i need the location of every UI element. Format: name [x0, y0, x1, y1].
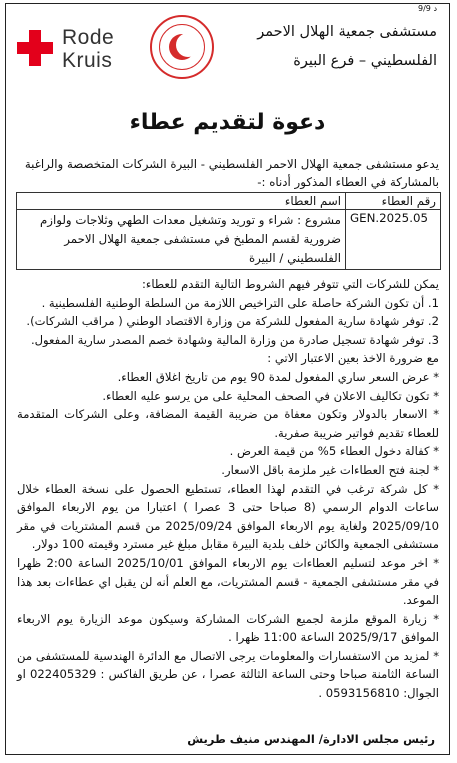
tender-name: مشروع : شراء و توريد وتشغيل معدات الطهي وثلاجات ولوازم ضرورية لقسم المطبخ في مستشفى جمعية الهلال الاحمر الفلسطيني / البيرة: [17, 210, 346, 270]
note-item: * الاسعار بالدولار وتكون معفاة من ضريبة القيمة المضافة، وعلى الشركات المتقدمة للعطاء تقديم فواتير ضريبة صفرية.: [17, 407, 439, 440]
note-item: * زيارة الموقع ملزمة لجميع الشركات المشاركة وسيكون موعد الزيارة يوم الاربعاء الموافق 2025/9/17 الساعة 11:00 ظهرا .: [17, 611, 439, 645]
page-number: 9/9 د: [418, 4, 437, 13]
conditions-lead: يمكن للشركات التي تتوفر فيهم الشروط التالية التقدم للعطاء:: [142, 277, 439, 291]
column-header-name: اسم العطاء: [17, 193, 346, 210]
conditions-section: [17, 275, 439, 703]
rode-kruis-logo: [62, 26, 114, 72]
notice-frame: [5, 3, 450, 755]
crescent-icon: [169, 34, 195, 60]
note-item: * لجنة فتح العطاءات غير ملزمة باقل الاسعار.: [221, 462, 439, 477]
rode-kruis-line-2: Kruis: [62, 49, 113, 72]
red-cross-icon: [17, 30, 53, 66]
condition-item: 1. أن تكون الشركة حاصلة على التراخيص اللازمة من السلطة الوطنية الفلسطينية .: [41, 295, 439, 310]
note-item: * تكون تكاليف الاعلان في الصحف المحلية على من يرسو عليه العطاء.: [102, 388, 439, 403]
note-item: * كفالة دخول العطاء 5% من قيمة العرض .: [229, 444, 439, 459]
tender-number: GEN.2025.05: [346, 210, 441, 270]
table-row: [17, 210, 441, 270]
notes-lead: مع ضرورة الاخذ بعين الاعتبار الاتي :: [267, 351, 439, 366]
note-item: * عرض السعر ساري المفعول لمدة 90 يوم من تاريخ اغلاق العطاء.: [117, 369, 439, 384]
organization-line-1: مستشفى جمعية الهلال الاحمر: [257, 24, 437, 40]
condition-item: 2. توفر شهادة سارية المفعول للشركة من وزارة الاقتصاد الوطني ( مراقب الشركات).: [26, 314, 439, 329]
column-header-number: رقم العطاء: [346, 193, 441, 210]
note-item: * اخر موعد لتسليم العطاءات يوم الاربعاء الموافق 2025/10/01 الساعة 2:00 ظهرا في مقر مستشفى الجمعية - قسم المشتريات، مع العلم أنه لن يقبل اي عطاءات بعد هذا الموعد.: [17, 555, 440, 608]
intro-text: يدعو مستشفى جمعية الهلال الاحمر الفلسطيني - البيرة الشركات المتخصصة والراغبة بالمشاركة في العطاء المذكور أدناه :-: [24, 157, 439, 189]
notice-title: دعوة لتقديم عطاء: [129, 110, 326, 135]
note-item: * كل شركة ترغب في التقدم لهذا العطاء، تستطيع الحصول على نسخة العطاء خلال ساعات الدوام الرسمي (8 صباحا حتى 3 عصرا ) اعتبارا من يوم الاربعاء الموافق 2025/09/10 ولغاية يوم الاربعاء الموافق 2025/09/24 من قسم المشتريات في مقر مستشفى الجمعية والكائن خلف بلدية البيرة مقابل مبلغ غير مسترد وقيمته 100 دولار.: [17, 481, 439, 552]
condition-item: 3. توفر شهادة تسجيل صادرة من وزارة المالية وشهادة خصم المصدر سارية المفعول.: [30, 332, 439, 347]
note-item: * لمزيد من الاستفسارات والمعلومات يرجى الاتصال مع الدائرة الهندسية للمستشفى من الساعة الثامنة صباحا وحتى الساعة الثالثة عصرا ، عن طريق الفاكس : 022405329 او الجوال: 0593156810 .: [17, 648, 439, 701]
organization-line-2: الفلسطيني – فرع البيرة: [293, 53, 437, 69]
table-header-row: [17, 193, 441, 210]
signature: رئيس مجلس الادارة/ المهندس منيف طريش: [187, 732, 435, 746]
red-crescent-seal-logo: [150, 15, 214, 79]
organization-name: [257, 18, 437, 76]
tender-table: [16, 192, 441, 270]
rode-kruis-line-1: Rode: [62, 26, 115, 49]
